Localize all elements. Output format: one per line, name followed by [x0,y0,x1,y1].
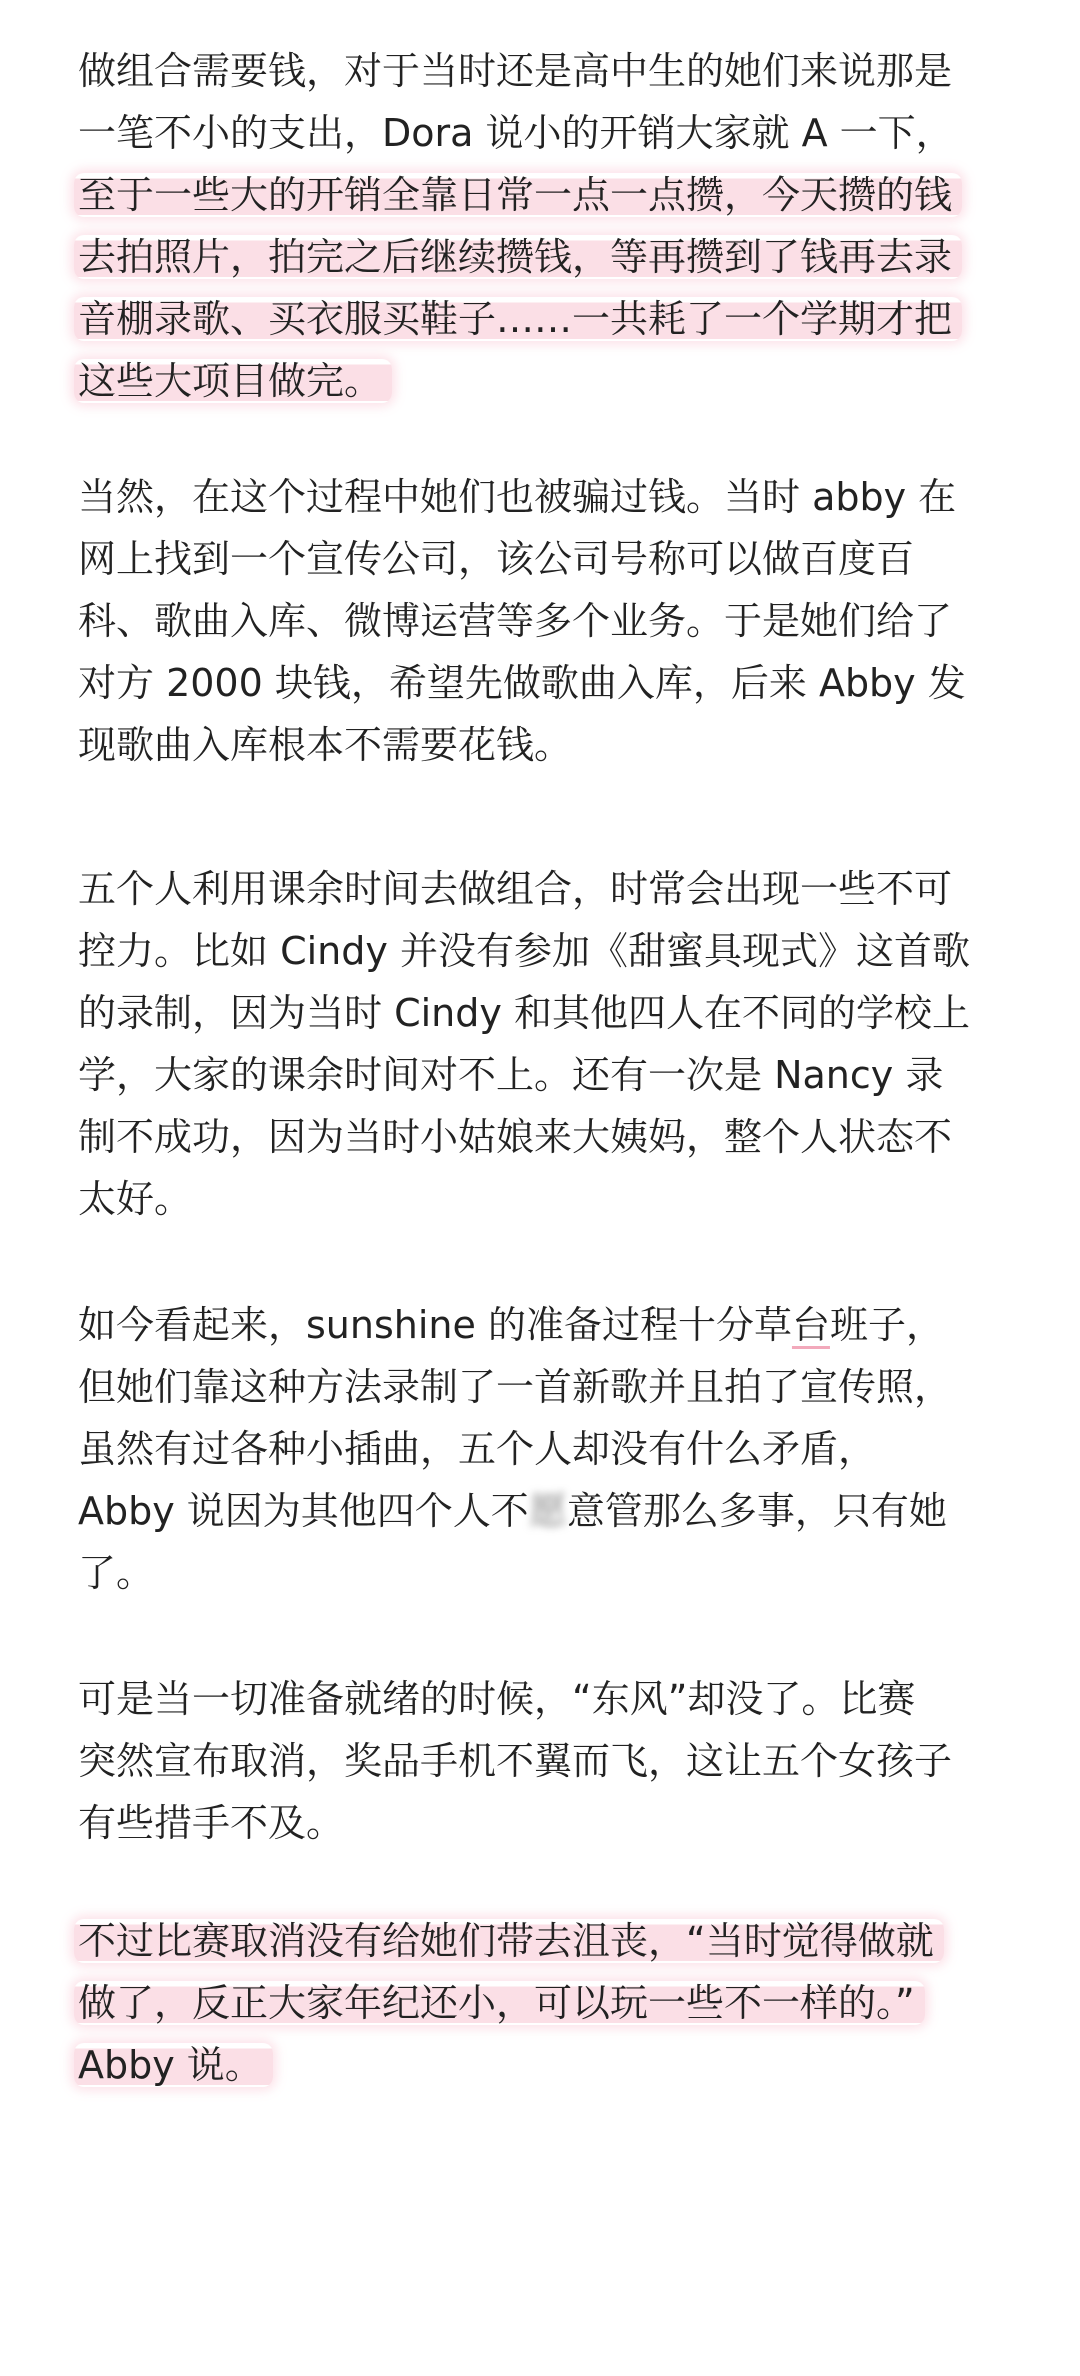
text-line: 了。 [78,1551,155,1595]
text-line: 可是当一切准备就绪的时候，“东风”却没了。比赛 [78,1677,916,1721]
highlighted-text: 去拍照片，拍完之后继续攒钱，等再攒到了钱再去录 [74,235,962,279]
highlighted-text: Abby 说。 [74,2043,273,2087]
text-line: 当然，在这个过程中她们也被骗过钱。当时 abby 在 [78,475,957,519]
text-line [78,1294,1018,1356]
text-line: 的录制，因为当时 Cindy 和其他四人在不同的学校上 [78,991,970,1035]
text-segment: 意管那么多事，只有她 [566,1489,947,1533]
highlighted-line-wrap [78,2034,1018,2096]
text-line: 控力。比如 Cindy 并没有参加《甜蜜具现式》这首歌 [78,929,970,973]
text-line: 现歌曲入库根本不需要花钱。 [78,723,573,767]
paragraph-preparation [78,1294,1018,1604]
paragraph-scammed [78,466,1018,776]
highlighted-line-wrap [78,1972,1018,2034]
text-line: 制不成功，因为当时小姑娘来大姨妈，整个人状态不 [78,1115,953,1159]
text-segment: 如今看起来，sunshine 的准备过程十分草 [78,1303,792,1347]
text-line: 学，大家的课余时间对不上。还有一次是 Nancy 录 [78,1053,944,1097]
text-line: 五个人利用课余时间去做组合，时常会出现一些不可 [78,867,953,911]
text-line [78,1480,1018,1542]
highlighted-text: 做了，反正大家年纪还小，可以玩一些不一样的。” [74,1981,925,2025]
blurred-character: 愿 [528,1489,567,1533]
text-line: 网上找到一个宣传公司，该公司号称可以做百度百 [78,537,915,581]
text-line: 但她们靠这种方法录制了一首新歌并且拍了宣传照， [78,1365,953,1409]
text-line: 有些措手不及。 [78,1801,345,1845]
highlighted-line-wrap [78,350,1018,412]
text-segment: 班子， [829,1303,944,1347]
highlighted-line-wrap [78,226,1018,288]
text-line: 做组合需要钱，对于当时还是高中生的她们来说那是 [78,49,953,93]
highlighted-text: 不过比赛取消没有给她们带去沮丧，“当时觉得做就 [74,1919,944,1963]
text-line: 突然宣布取消，奖品手机不翼而飞，这让五个女孩子 [78,1739,953,1783]
text-line: 科、歌曲入库、微博运营等多个业务。于是她们给了 [78,599,953,643]
highlighted-line-wrap [78,288,1018,350]
paragraph-quote [78,1910,1018,2096]
underlined-character: 台 [791,1303,830,1347]
highlighted-text: 音棚录歌、买衣服买鞋子……一共耗了一个学期才把 [74,297,962,341]
paragraph-schedule [78,858,1018,1230]
highlighted-line-wrap [78,164,1018,226]
highlighted-text: 这些大项目做完。 [74,359,392,403]
article-body [78,40,1018,2096]
text-line: 对方 2000 块钱，希望先做歌曲入库，后来 Abby 发 [78,661,966,705]
text-line: 虽然有过各种小插曲，五个人却没有什么矛盾， [78,1427,877,1471]
text-line: 太好。 [78,1177,193,1221]
paragraph-funding [78,40,1018,412]
text-line: 一笔不小的支出，Dora 说小的开销大家就 A 一下， [78,111,954,155]
paragraph-cancelled [78,1668,1018,1854]
highlighted-line-wrap [78,1910,1018,1972]
text-segment: Abby 说因为其他四个人不 [78,1489,529,1533]
highlighted-text: 至于一些大的开销全靠日常一点一点攒，今天攒的钱 [74,173,962,217]
